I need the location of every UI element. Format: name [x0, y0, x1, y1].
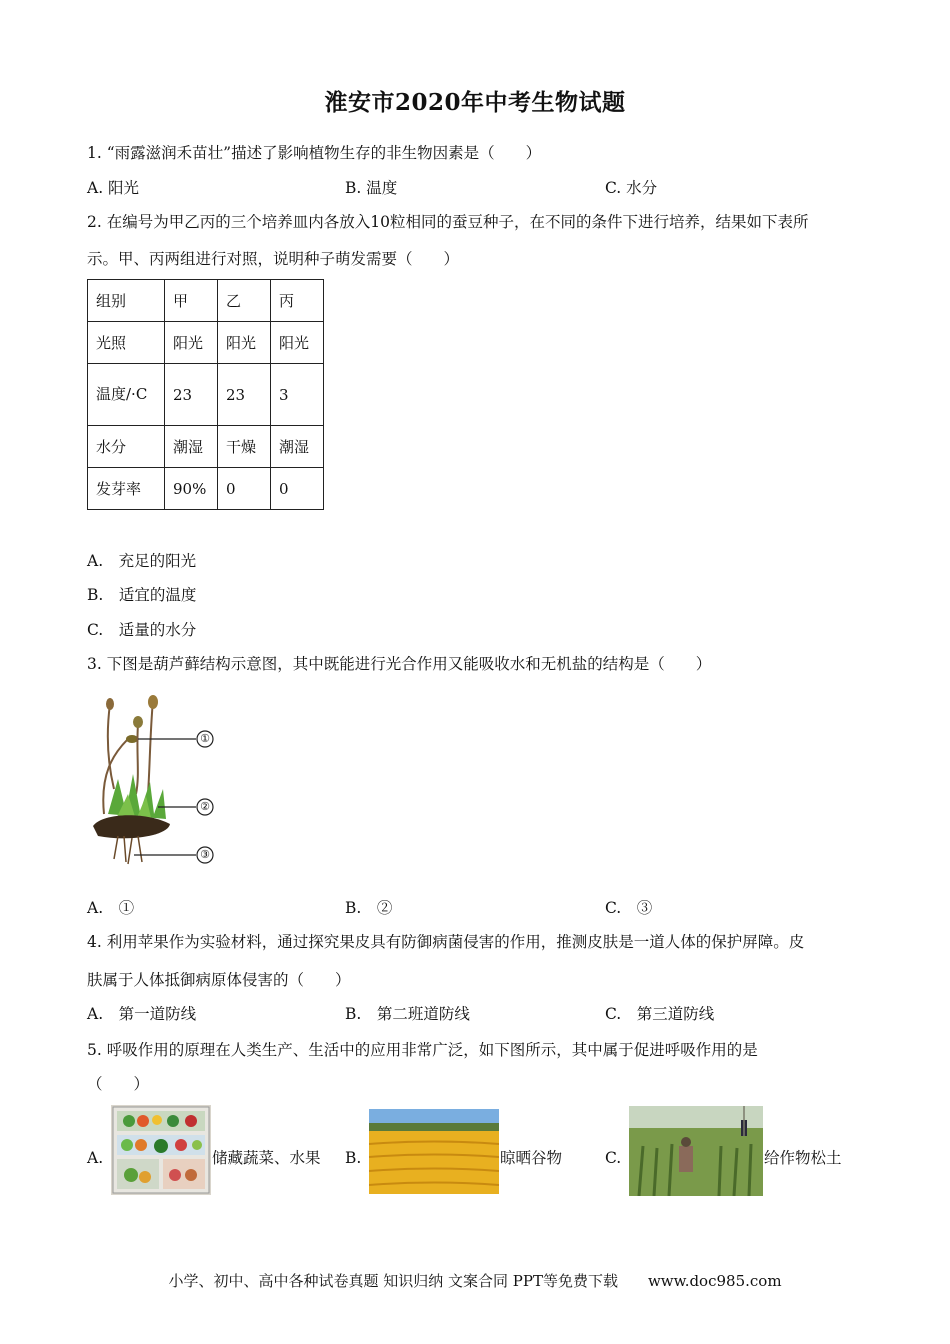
q4-option-a: A. 第一道防线 [87, 1005, 197, 1023]
q2-option-a: A. 充足的阳光 [87, 552, 197, 570]
q3-option-b: B. ② [345, 899, 393, 917]
question-3-stem: 3. 下图是葫芦藓结构示意图，其中既能进行光合作用又能吸收水和无机盐的结构是（ ） [87, 655, 712, 673]
table-cell: 温度/·C [88, 364, 165, 426]
question-2-stem-line1: 2. 在编号为甲乙丙的三个培养皿内各放入10粒相同的蚕豆种子，在不同的条件下进行培养，结果如下表所 [87, 213, 809, 231]
table-cell: 阳光 [218, 322, 271, 364]
table-cell: 潮湿 [165, 426, 218, 468]
page-title: 淮安市2020年中考生物试题 [324, 89, 626, 116]
question-1-stem: 1. “雨露滋润禾苗壮”描述了影响植物生存的非生物因素是（ ） [87, 144, 542, 162]
table-cell: 水分 [88, 426, 165, 468]
q2-option-b: B. 适宜的温度 [87, 586, 197, 604]
table-cell: 乙 [218, 280, 271, 322]
q5-option-c-letter: C. [605, 1149, 622, 1167]
label-2: ② [200, 800, 210, 813]
table-cell: 90% [165, 468, 218, 510]
q5-option-c-text: 给作物松土 [764, 1149, 842, 1167]
table-row [88, 322, 324, 364]
question-4-stem-line2: 肤属于人体抵御病原体侵害的（ ） [87, 971, 351, 989]
q4-option-c: C. 第三道防线 [605, 1005, 715, 1023]
label-3: ③ [200, 848, 210, 861]
table-cell: 23 [218, 364, 271, 426]
q1-option-a: A. 阳光 [87, 179, 140, 197]
question-5-stem-line2: （ ） [87, 1075, 150, 1093]
table-cell: 23 [165, 364, 218, 426]
question-4-stem-line1: 4. 利用苹果作为实验材料，通过探究果皮具有防御病菌侵害的作用，推测皮肤是一道人体的保护屏障。皮 [87, 933, 805, 951]
table-cell: 阳光 [271, 322, 324, 364]
table-cell: 0 [271, 468, 324, 510]
table-cell: 光照 [88, 322, 165, 364]
fridge-photo [111, 1105, 211, 1195]
loosening-soil-photo [629, 1106, 763, 1196]
drying-grain-photo [369, 1109, 499, 1194]
table-row [88, 280, 324, 322]
table-cell: 甲 [165, 280, 218, 322]
label-1: ① [200, 732, 210, 745]
q5-option-a-text: 储藏蔬菜、水果 [212, 1149, 321, 1167]
table-cell: 丙 [271, 280, 324, 322]
q1-option-c: C. 水分 [605, 179, 658, 197]
table-row [88, 364, 324, 426]
table-row [88, 468, 324, 510]
question-2-stem-line2: 示。甲、丙两组进行对照，说明种子萌发需要（ ） [87, 250, 460, 268]
q3-option-a: A. ① [87, 899, 135, 917]
table-cell: 干燥 [218, 426, 271, 468]
table-cell: 发芽率 [88, 468, 165, 510]
q2-option-c: C. 适量的水分 [87, 621, 197, 639]
q3-option-c: C. ③ [605, 899, 653, 917]
table-row [88, 426, 324, 468]
q4-option-b: B. 第二班道防线 [345, 1005, 470, 1023]
table-cell: 0 [218, 468, 271, 510]
table-cell: 组别 [88, 280, 165, 322]
q5-option-b-text: 晾晒谷物 [500, 1149, 563, 1167]
table-cell: 3 [271, 364, 324, 426]
q5-option-b-letter: B. [345, 1149, 362, 1167]
question-5-stem-line1: 5. 呼吸作用的原理在人类生产、生活中的应用非常广泛，如下图所示，其中属于促进呼吸作用的是 [87, 1041, 758, 1059]
table-cell: 阳光 [165, 322, 218, 364]
table-cell: 潮湿 [271, 426, 324, 468]
q5-option-a-letter: A. [87, 1149, 104, 1167]
moss-diagram [88, 694, 223, 874]
footer-ad: 小学、初中、高中各种试卷真题 知识归纳 文案合同 PPT等免费下载 www.doc985.com [168, 1272, 782, 1290]
germination-table [87, 279, 324, 510]
q1-option-b: B. 温度 [345, 179, 398, 197]
